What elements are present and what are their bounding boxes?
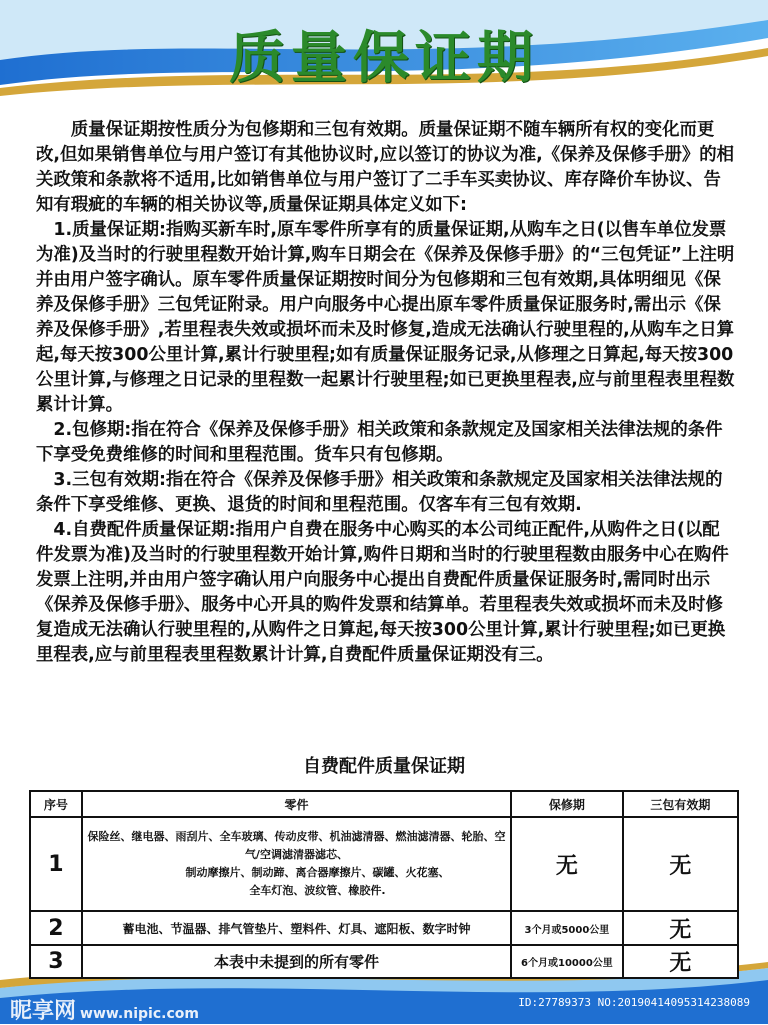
image-id-label: ID:27789373 NO:20190414095314238089: [518, 996, 750, 1009]
header-repair-period: 保修期: [511, 791, 622, 817]
watermark-brand: 昵享网: [10, 999, 77, 1024]
row-parts: 蓄电池、节温器、排气管垫片、塑料件、灯具、遮阳板、数字时钟: [82, 911, 511, 945]
parts-line: 制动摩擦片、制动蹄、离合器摩擦片、碳罐、火花塞、: [185, 866, 450, 879]
row-number: 1: [30, 817, 82, 911]
header-no: 序号: [30, 791, 82, 817]
row-parts: [82, 817, 511, 911]
page-title: 质量保证期: [229, 26, 539, 91]
header-three-guarantee: 三包有效期: [623, 791, 738, 817]
definition-quality-period: 1.质量保证期:指购买新车时,原车零件所享有的质量保证期,从购车之日(以售车单位发票为准)及当时的行驶里程数开始计算,购车日期会在《保养及保修手册》的“三包凭证”上注明并由用户签字确认。原车零件质量保证期按时间分为包修期和三包有效期,具体明细见《保养及保修手册》三包凭证附录。用户向服务中心提出原车零件质量保证服务时,需出示《保养及保修手册》,若里程表失效或损坏而未及时修复,造成无法确认行驶里程的,从购车之日算起,每天按300公里计算,累计行驶里程;如有质量保证服务记录,从修理之日算起,每天按300公里计算,与修理之日记录的里程数一起累计行驶里程;如已更换里程表,应与前里程表里程数累计计算。: [36, 220, 735, 415]
row-three-guarantee: 无: [623, 817, 738, 911]
table-row: [30, 945, 738, 978]
table-row: [30, 911, 738, 945]
definition-three-guarantee-period: 3.三包有效期:指在符合《保养及保修手册》相关政策和条款规定及国家相关法律法规的条件下享受维修、更换、退货的时间和里程范围。仅客车有三包有效期.: [36, 470, 723, 515]
row-repair-period: 3个月或5000公里: [511, 911, 622, 945]
row-parts: 本表中未提到的所有零件: [82, 945, 511, 978]
row-repair-period: 6个月或10000公里: [511, 945, 622, 978]
parts-line: 全车灯泡、波纹管、橡胶件.: [249, 884, 386, 897]
parts-line: 保险丝、继电器、雨刮片、全车玻璃、传动皮带、机油滤清器、燃油滤清器、轮胎、空气/空调滤清器滤芯、: [87, 830, 506, 861]
row-three-guarantee: 无: [623, 945, 738, 978]
definition-self-paid-parts-period: 4.自费配件质量保证期:指用户自费在服务中心购买的本公司纯正配件,从购件之日(以配件发票为准)及当时的行驶里程数开始计算,购件日期和当时的行驶里程数由服务中心在购件发票上注明,并由用户签字确认用户向服务中心提出自费配件质量保证服务时,需同时出示《保养及保修手册》、服务中心开具的购件发票和结算单。若里程表失效或损坏而未及时修复造成无法确认行驶里程的,从购件之日算起,每天按300公里计算,累计行驶里程;如已更换里程表,应与前里程表里程数累计计算,自费配件质量保证期没有三。: [36, 520, 729, 665]
row-repair-period: 无: [511, 817, 622, 911]
header-part: 零件: [82, 791, 511, 817]
site-watermark: [10, 994, 199, 1025]
parts-warranty-table: [29, 790, 739, 979]
definition-repair-period: 2.包修期:指在符合《保养及保修手册》相关政策和条款规定及国家相关法律法规的条件下享受免费维修的时间和里程范围。货车只有包修期。: [36, 420, 723, 465]
table-title: 自费配件质量保证期: [303, 756, 465, 777]
row-number: 2: [30, 911, 82, 945]
watermark-url: www.nipic.com: [80, 1006, 199, 1022]
row-three-guarantee: 无: [623, 911, 738, 945]
table-header-row: [30, 791, 738, 817]
row-number: 3: [30, 945, 82, 978]
warranty-description: [36, 118, 736, 668]
intro-paragraph: 质量保证期按性质分为包修期和三包有效期。质量保证期不随车辆所有权的变化而更改,但如果销售单位与用户签订有其他协议时,应以签订的协议为准,《保养及保修手册》的相关政策和条款将不适用,比如销售单位与用户签订了二手车买卖协议、库存降价车协议、告知有瑕疵的车辆的相关协议等,质量保证期具体定义如下:: [36, 120, 735, 215]
table-row: [30, 817, 738, 911]
